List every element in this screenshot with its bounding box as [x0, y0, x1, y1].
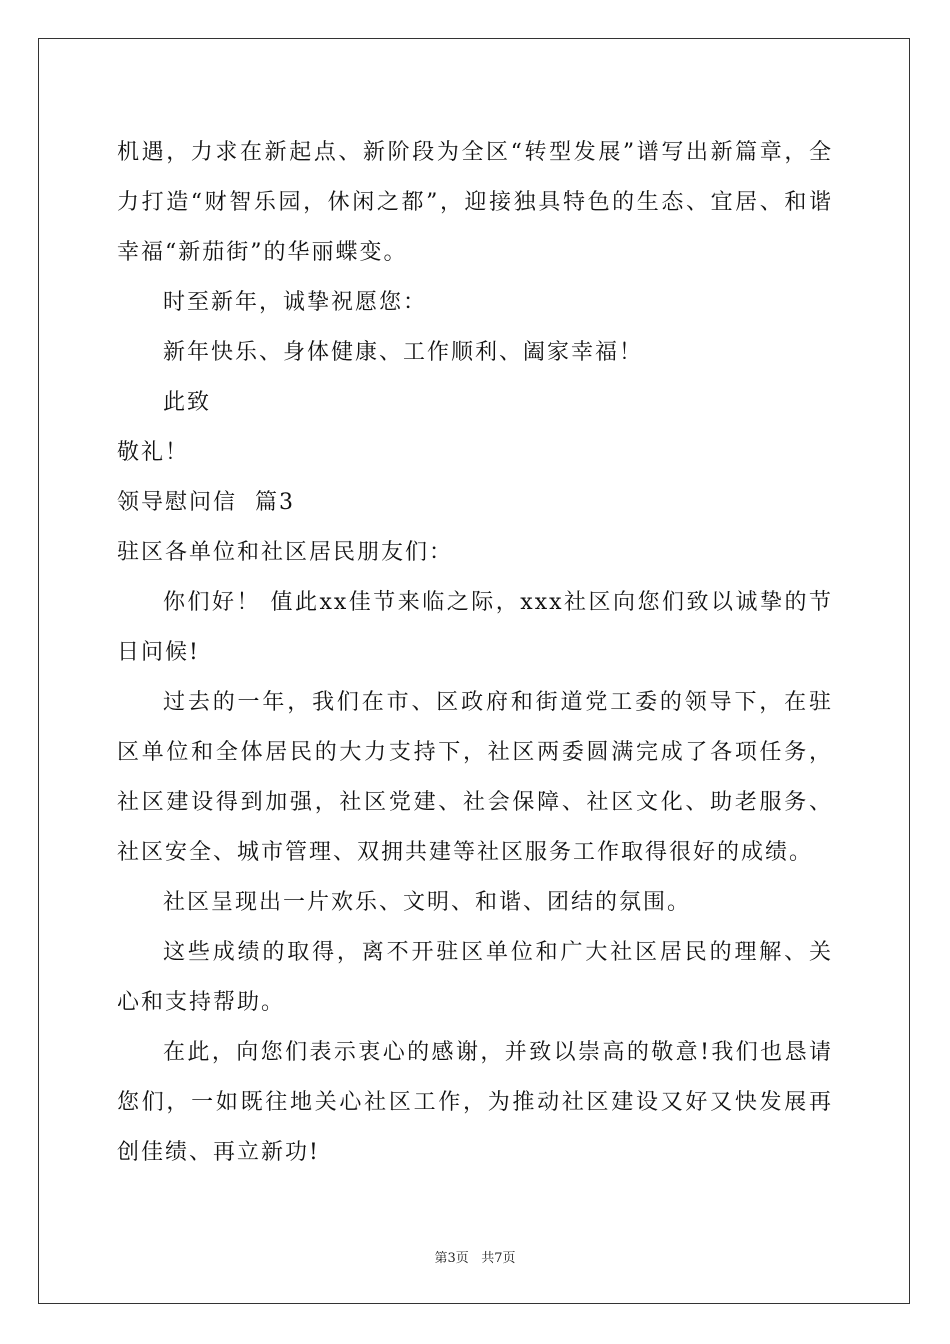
- page-footer: [0, 1247, 950, 1266]
- paragraph: 新年快乐、身体健康、工作顺利、阖家幸福！: [163, 340, 644, 365]
- page-total: 共7页: [481, 1251, 516, 1266]
- paragraph: 在此，向您们表示衷心的感谢，并致以崇高的敬意!我们也恳请您们，一如既往地关心社区工作，为推动社区建设又好又快发展再创佳绩、再立新功!: [117, 1040, 833, 1165]
- closing-phrase: 此致: [163, 390, 212, 415]
- salutation: 敬礼！: [117, 440, 190, 465]
- paragraph: 机遇，力求在新起点、新阶段为全区“转型发展”谱写出新篇章，全力打造“财智乐园，休闲之都”，迎接独具特色的生态、宜居、和谐幸福“新茄街”的华丽蝶变。: [117, 140, 833, 265]
- letter-greeting: 驻区各单位和社区居民朋友们：: [117, 540, 454, 565]
- section-heading: 领导慰问信 篇3: [117, 490, 295, 515]
- paragraph: 你们好！ 值此xx佳节来临之际，xxx社区向您们致以诚挚的节日问候!: [117, 590, 833, 665]
- document-body: [117, 128, 833, 1178]
- page-number: 第3页: [434, 1251, 469, 1266]
- paragraph: 这些成绩的取得，离不开驻区单位和广大社区居民的理解、关心和支持帮助。: [117, 940, 833, 1015]
- paragraph: 时至新年，诚挚祝愿您：: [163, 290, 428, 315]
- paragraph: 过去的一年，我们在市、区政府和街道党工委的领导下，在驻区单位和全体居民的大力支持下，社区两委圆满完成了各项任务，社区建设得到加强，社区党建、社会保障、社区文化、助老服务、社区安全、城市管理、双拥共建等社区服务工作取得很好的成绩。: [117, 690, 833, 865]
- paragraph: 社区呈现出一片欢乐、文明、和谐、团结的氛围。: [163, 890, 692, 915]
